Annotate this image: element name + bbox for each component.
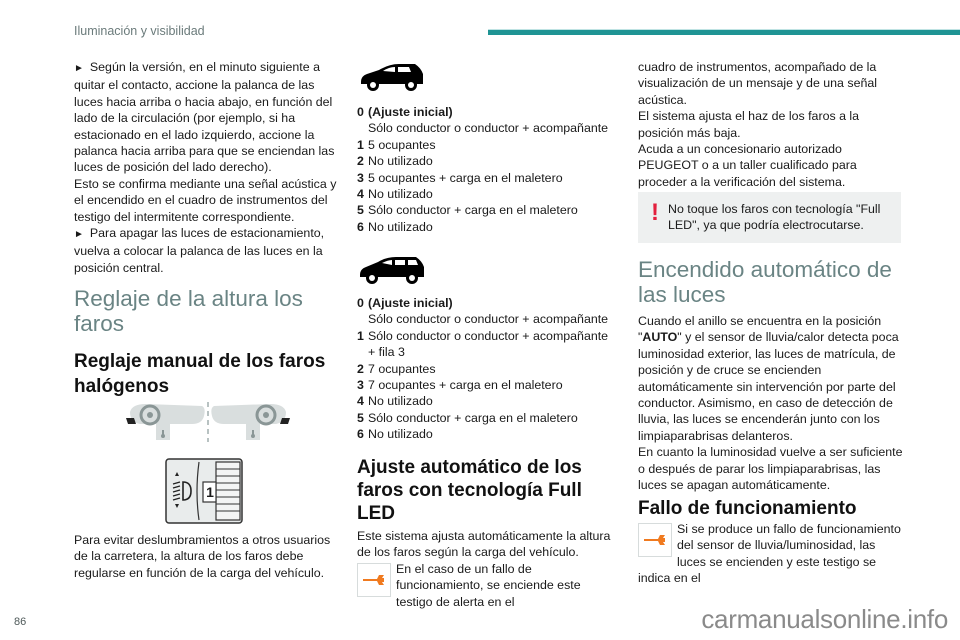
list-item: 6 No utilizado	[357, 219, 433, 234]
paragraph: Esto se confirma mediante una señal acústica y el encendido en el cuadro de instrumentos del testigo del intermitente correspondiente.	[74, 176, 337, 224]
list-item: 0 (Ajuste inicial)	[357, 105, 453, 119]
paragraph: Cuando el anillo se encuentra en la posición "AUTO" y el sensor de lluvia/calor detecta poca luminosidad exterior, las luces de matrícula, de posición y de cruce se encienden automáticamente sin intervención por parte del conductor. Asimismo, en caso de detección de lluvia, las luces se encenderán junto con los limpiaparabrisas delanteros.	[638, 314, 899, 443]
list-item: Sólo conductor o conductor + acompañante	[368, 121, 609, 136]
load-settings-list-7-seat	[357, 295, 617, 443]
malfunction-text	[638, 521, 903, 587]
paragraph: Si se produce un fallo de funcionamiento del sensor de lluvia/luminosidad, las luces se encienden y este testigo se indica en el	[638, 522, 901, 586]
manual-adjust-text: Para evitar deslumbramientos a otros usuarios de la carretera, la altura de los faros debe regularse en función de la carga del vehículo.	[74, 533, 331, 580]
suv-7-seat-icon	[358, 253, 426, 285]
bullet-text: Para apagar las luces de estacionamiento, vuelva a colocar la palanca de las luces en la posición central.	[74, 226, 325, 275]
suv-5-seat-icon	[359, 60, 425, 92]
list-item: 2 No utilizado	[357, 154, 433, 169]
list-item: 1 5 ocupantes	[357, 137, 436, 152]
full-led-continued-text	[638, 59, 903, 190]
paragraph: cuadro de instrumentos, acompañado de la visualización de un mensaje y de una señal acústica.	[638, 60, 878, 107]
bullet-arrow-icon: ►	[74, 63, 84, 74]
header-section-title: Iluminación y visibilidad	[74, 24, 205, 38]
page-number: 86	[14, 616, 27, 628]
watermark: carmanualsonline.info	[701, 604, 948, 634]
list-item: Sólo conductor o conductor + acompañante	[368, 312, 609, 327]
paragraph: El sistema ajusta el haz de los faros a la posición más baja.	[638, 109, 860, 140]
paragraph: En el caso de un fallo de funcionamiento, se enciende este testigo de alerta en el	[396, 561, 581, 609]
list-item: 0 (Ajuste inicial)	[357, 296, 453, 310]
list-item: 1 Sólo conductor o conductor + acompañante + fila 3	[357, 328, 609, 360]
auto-label: AUTO	[642, 330, 678, 345]
paragraph: Este sistema ajusta automáticamente la altura de los faros según la carga del vehículo.	[357, 529, 611, 560]
parking-lights-text	[74, 59, 344, 276]
wrench-icon	[363, 574, 385, 586]
warning-light-wrench	[357, 563, 391, 597]
warning-box	[638, 192, 901, 243]
load-settings-list-5-seat	[357, 104, 617, 235]
heading-malfunction: Fallo de funcionamiento	[638, 498, 857, 519]
paragraph: Acuda a un concesionario autorizado PEUGEOT o a un taller cualificado para proceder a la verificación del sistema.	[638, 142, 857, 189]
heading-headlamp-height: Reglaje de la altura los faros	[74, 286, 303, 336]
list-item: 5 Sólo conductor + carga en el maletero	[357, 410, 578, 425]
list-item: 2 7 ocupantes	[357, 361, 436, 376]
list-item: 6 No utilizado	[357, 427, 433, 442]
heading-auto-lights: Encendido automático de las luces	[638, 257, 892, 307]
bullet-arrow-icon: ►	[74, 229, 84, 241]
list-item: 5 Sólo conductor + carga en el maletero	[357, 203, 578, 218]
exclamation-warning-icon: !	[651, 199, 659, 226]
heading-manual-adjust: Reglaje manual de los faros halógenos	[74, 351, 326, 397]
bullet-text: Según la versión, en el minuto siguiente a quitar el contacto, accione la palanca de las luces hacia arriba o hacia abajo, en función del lado de la circulación (por ejemplo, si ha estacionado en el lado izquierdo, accione la palanca hacia arriba para que se enciendan las luces de posición del lado derecho).	[74, 60, 335, 175]
list-item: 4 No utilizado	[357, 394, 433, 409]
list-item: 3 5 ocupantes + carga en el maletero	[357, 170, 563, 185]
lhd-rhd-diagram	[126, 400, 290, 444]
headlamp-adjust-thumbwheel	[165, 458, 245, 526]
warning-light-wrench	[638, 523, 672, 557]
warning-text: No toque los faros con tecnología "Full LED", ya que podría electrocutarse.	[668, 202, 881, 233]
auto-lights-text	[638, 313, 903, 493]
paragraph: En cuanto la luminosidad vuelve a ser suficiente o después de parar los limpiaparabrisas, las luces se apagan automáticamente.	[638, 445, 903, 493]
list-item: 4 No utilizado	[357, 187, 433, 202]
full-led-text	[357, 528, 617, 610]
header-accent-bar	[488, 29, 960, 35]
wrench-icon	[644, 534, 666, 546]
list-item: 3 7 ocupantes + carga en el maletero	[357, 378, 563, 393]
thumbwheel-position-label: 1	[206, 484, 214, 500]
heading-full-led-auto: Ajuste automático de los faros con tecnología Full LED	[357, 457, 582, 524]
